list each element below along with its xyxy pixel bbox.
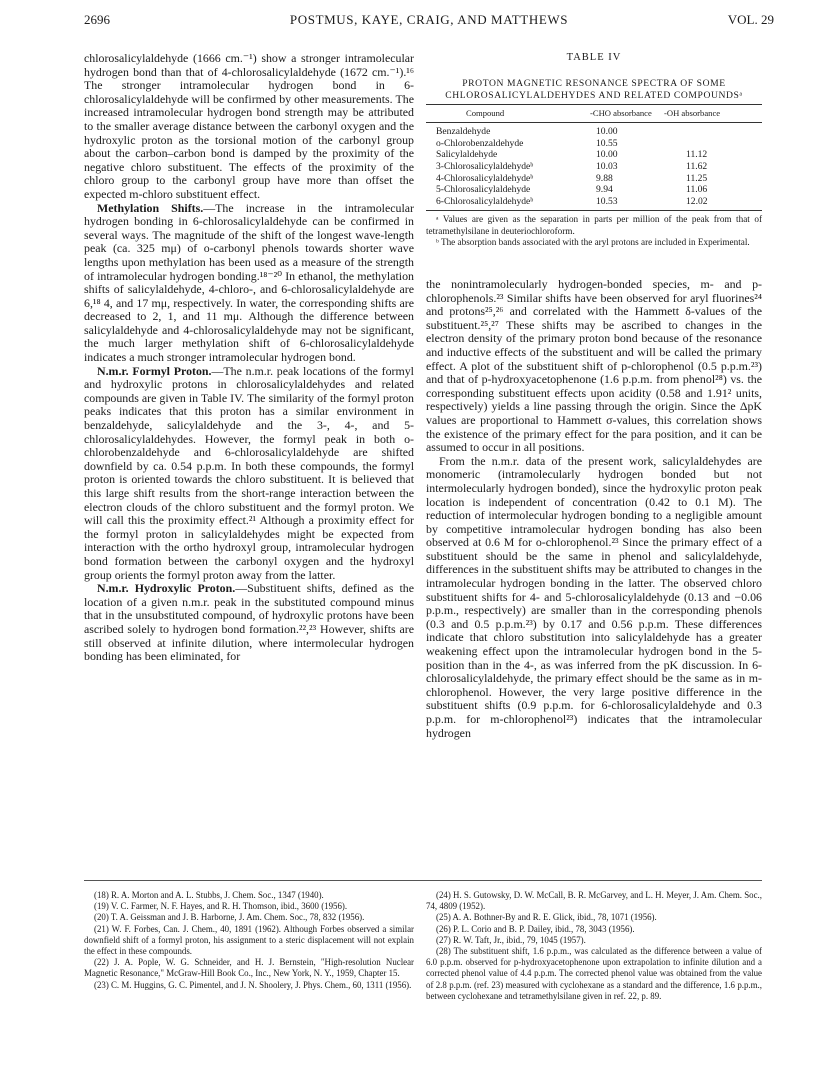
table-cell: Benzaldehyde — [436, 126, 491, 138]
table-cell: 11.62 — [686, 160, 708, 172]
table-caption-line2: CHLOROSALICYLALDEHYDES AND RELATED COMPOUNDSᵃ — [445, 89, 743, 101]
footnote-rule — [84, 880, 762, 881]
table-cell: 10.53 — [596, 195, 618, 207]
footnote: (25) A. A. Bothner-By and R. E. Glick, ibid., 78, 1071 (1956). — [436, 912, 657, 923]
footnote: (27) R. W. Taft, Jr., ibid., 79, 1045 (1957). — [436, 934, 586, 945]
table-row — [426, 138, 762, 150]
table-cell: Salicylaldehyde — [436, 149, 498, 161]
table-cell: 12.02 — [686, 195, 708, 207]
paragraph: From the n.m.r. data of the present work, salicylaldehydes are monomeric (intramolecularly hydrogen bonded but not intermolecularly hydrogen bonded), since the hydroxylic proton peak location is independent of concentration (0.42 to 0.1 M). The reduction of intermolecular hydrogen bonding to a negligible amount by competitive intramolecular hydrogen bonding has also been observed at 0.6 M for o-chlorophenol.²³ Since the primary effect of a substituent should be the same in phenol and salicylaldehyde, differences in the substituent shifts may be attributed to changes in the intramolecular hydrogen bonding in the latter. The observed chloro substituent shifts for 4- and 5-chlorosalicylaldehyde (0.13 and −0.06 p.p.m., respectively) are smaller than in the corresponding phenols (0.3 and 0.5 p.p.m.²³) by 0.17 and 0.56 p.p.m. These differences indicate that chloro substitution into salicylaldehyde has a greater weakening effect upon the intramolecular hydrogen bond in the 5-position than in the 4-, as was inferred from the pK discussion. In 6-chlorosalicylaldehyde, the primary effect should be the same as in m-chlorophenol. However, the very large positive difference in the substituent shifts (0.9 p.p.m. for 6-chlorosalicylaldehyde and 0.3 p.p.m. for m-chlorophenol²³) indicates that the intramolecular hydrogen — [426, 453, 762, 740]
table-cell: o-Chlorobenzaldehyde — [436, 137, 524, 149]
table-title: TABLE IV — [566, 52, 622, 63]
volume-label: VOL. 29 — [727, 12, 774, 27]
footnotes-right — [426, 890, 762, 1002]
table-iv — [426, 52, 762, 248]
table-body — [426, 104, 762, 212]
footnotes-left — [84, 890, 414, 991]
footnote: (26) P. L. Corio and B. P. Dailey, ibid., 78, 3043 (1956). — [436, 923, 635, 934]
table-cell: 11.25 — [686, 172, 708, 184]
left-column — [84, 52, 414, 664]
paragraph-text: —The n.m.r. peak locations of the formyl and hydroxylic protons in chlorosalicylaldehydes and related compounds are given in Table IV. The similarity of the formyl proton peaks indicates that this proton has a similar environment in benzaldehyde, salicylaldehyde and the 3-, 4-, and 5-chlorosalicylaldehydes. However, the formyl peak in both o-chlorobenzaldehyde and 6-chlorosalicylaldehyde are shifted downfield by ca. 0.54 p.p.m. In both these compounds, the formyl proton is oriented towards the chloro substituent. It is believed that this large shift results from the short-range interaction between the electron clouds of the chloro substituent and the formyl proton. We will call this the proximity effect.²¹ Although a proximity effect for the formyl proton in salicylaldehydes might be expected from interaction with the ortho hydroxyl group, intramolecular hydrogen bond formation between the carbonyl oxygen and the hydroxyl group orients the formyl proton away from the latter. — [84, 363, 414, 582]
page-number: 2696 — [84, 12, 110, 27]
running-authors: POSTMUS, KAYE, CRAIG, AND MATTHEWS — [289, 12, 569, 27]
section-heading: Methylation Shifts. — [97, 200, 204, 215]
paragraph-text: —The increase in the intramolecular hydrogen bonding in 6-chlorosalicylaldehyde can be confirmed in several ways. The magnitude of the shift of the longest wave-length peak (ca. 325 mμ) of o-carbonyl phenols towards shorter wave lengths upon methylation has been used as a measure of the strength of intramolecular hydrogen bonding.¹⁸⁻²⁰ In ethanol, the methylation shifts of salicylaldehyde, 4-chloro-, and 6-chlorosalicylaldehyde are 6,¹⁸ 4, and 17 mμ, respectively. In water, the corresponding shifts are decreased to 2, 1, and 11 mμ. Although the difference between salicylaldehyde and 4-chlorosalicylaldehyde may not be significant, the much larger methylation shift of 6-chlorosalicylaldehyde indicates a much stronger intramolecular hydrogen bond. — [84, 200, 414, 365]
column-header: -CHO absorbance — [590, 107, 652, 118]
table-note-a: ᵃ Values are given as the separation in parts per million of the peak from that of tetramethylsilane in deuteriochloroform. — [426, 214, 762, 236]
right-column — [426, 278, 762, 740]
table-cell: 10.55 — [596, 137, 618, 149]
table-row — [426, 126, 762, 138]
column-header: -OH absorbance — [664, 107, 721, 118]
running-header — [84, 12, 774, 34]
table-row — [426, 196, 762, 208]
table-cell: 10.03 — [596, 160, 618, 172]
table-cell: 6-Chlorosalicylaldehydeᵇ — [436, 195, 534, 207]
table-cell: 10.00 — [596, 149, 618, 161]
footnote: (28) The substituent shift, 1.6 p.p.m., was calculated as the difference between a value of 6.0 p.p.m. observed for p-hydroxyacetophenone upon extrapolation to infinite dilution and a corrected phenol value of 4.4 p.p.m. The corrected phenol value was obtained from the value of 2.8 p.p.m. (ref. 23) measured with cyclohexane as a standard and the difference, 1.6 p.p.m., between cyclohexane and tetramethylsilane given in ref. 22, p. 89. — [426, 946, 762, 1001]
section-nmr-hydroxylic-proton — [84, 582, 414, 664]
table-cell: 9.94 — [596, 184, 613, 196]
paragraph: chlorosalicylaldehyde (1666 cm.⁻¹) show a stronger intramolecular hydrogen bond than that of 4-chlorosalicylaldehyde (1672 cm.⁻¹).¹⁶ The stronger intramolecular hydrogen bond in 6-chlorosalicylaldehyde will be confirmed by other measurements. The increased intramolecular hydrogen bond strength may be attributed to the smaller average distance between the carbonyl oxygen and the hydroxylic proton as the torsional motion of the carbonyl group about the carbon–carbon bond is damped by the proximity of the negative chloro substituent. The effects of the proximity of the chloro group to the carbonyl group have more than offset the expected m-chloro substituent effect. — [84, 51, 414, 201]
table-row — [426, 173, 762, 185]
table-cell: 11.06 — [686, 184, 708, 196]
footnote: (21) W. F. Forbes, Can. J. Chem., 40, 1891 (1962). Although Forbes observed a similar downfield shift of a formyl proton, his assignment to a steric displacement will not explain the effect in these compounds. — [84, 923, 414, 957]
table-cell: 4-Chlorosalicylaldehydeᵇ — [436, 172, 534, 184]
table-row — [426, 184, 762, 196]
table-notes — [426, 214, 762, 248]
footnote: (24) H. S. Gutowsky, D. W. McCall, B. R. McGarvey, and L. H. Meyer, J. Am. Chem. Soc., 74, 4809 (1952). — [426, 890, 762, 912]
footnote: (18) R. A. Morton and A. L. Stubbs, J. Chem. Soc., 1347 (1940). — [94, 890, 324, 900]
footnote: (23) C. M. Huggins, G. C. Pimentel, and J. N. Shoolery, J. Phys. Chem., 60, 1311 (1956). — [94, 979, 412, 990]
table-note-b: ᵇ The absorption bands associated with the aryl protons are included in Experimental. — [436, 236, 750, 247]
table-cell: 5-Chlorosalicylaldehyde — [436, 184, 531, 196]
paragraph: the nonintramolecularly hydrogen-bonded species, m- and p-chlorophenols.²³ Similar shifts have been observed for aryl fluorines²⁴ and protons²⁵,²⁶ and correlated with the Hammett δ-values of the substituent.²⁵,²⁷ These shifts may be ascribed to changes in the electron density of the primary proton bond because of the resonance and inductive effects of the substituent and will be called the primary effect. A plot of the substituent shift of p-chlorophenol (0.5 p.p.m.²³) and that of p-hydroxyacetophenone (1.6 p.p.m. from phenol²⁸) vs. the corresponding substituent effects upon acidity (0.58 and 1.91² units, respectively) yields a line passing through the origin. Since the ΔpK values are proportional to Hammett σ-values, this correlation shows the existence of the primary effect for the para position, and it can be assumed to occur in all positions. — [426, 277, 762, 455]
section-heading: N.m.r. Formyl Proton. — [97, 363, 212, 378]
section-methylation-shifts — [84, 202, 414, 365]
section-heading: N.m.r. Hydroxylic Proton. — [97, 581, 236, 596]
table-cell: 9.88 — [596, 172, 613, 184]
table-caption-line1: PROTON MAGNETIC RESONANCE SPECTRA OF SOME — [462, 77, 726, 89]
footnote: (19) V. C. Farmer, N. F. Hayes, and R. H. Thomson, ibid., 3600 (1956). — [94, 901, 348, 912]
table-row — [426, 161, 762, 173]
column-header: Compound — [466, 107, 505, 118]
paragraph-text: —Substituent shifts, defined as the location of a given n.m.r. peak in the substituted compound minus that in the unsubstituted compound, of hydroxylic protons have been ascribed solely to hydrogen bond formation.²²,²³ However, shifts are still observed at infinite dilution, where intermolecular hydrogen bonding has been eliminated, for — [84, 581, 414, 664]
table-cell: 10.00 — [596, 126, 618, 138]
table-row — [426, 149, 762, 161]
table-cell: 3-Chlorosalicylaldehydeᵇ — [436, 160, 534, 172]
table-cell: 11.12 — [686, 149, 708, 161]
footnote: (20) T. A. Geissman and J. B. Harborne, J. Am. Chem. Soc., 78, 832 (1956). — [94, 912, 365, 923]
table-header-row — [426, 108, 762, 120]
section-nmr-formyl-proton — [84, 365, 414, 583]
footnote: (22) J. A. Pople, W. G. Schneider, and H. J. Bernstein, "High-resolution Nuclear Magnetic Resonance," McGraw-Hill Book Co., Inc., New York, N. Y., 1959, Chapter 15. — [84, 957, 414, 979]
